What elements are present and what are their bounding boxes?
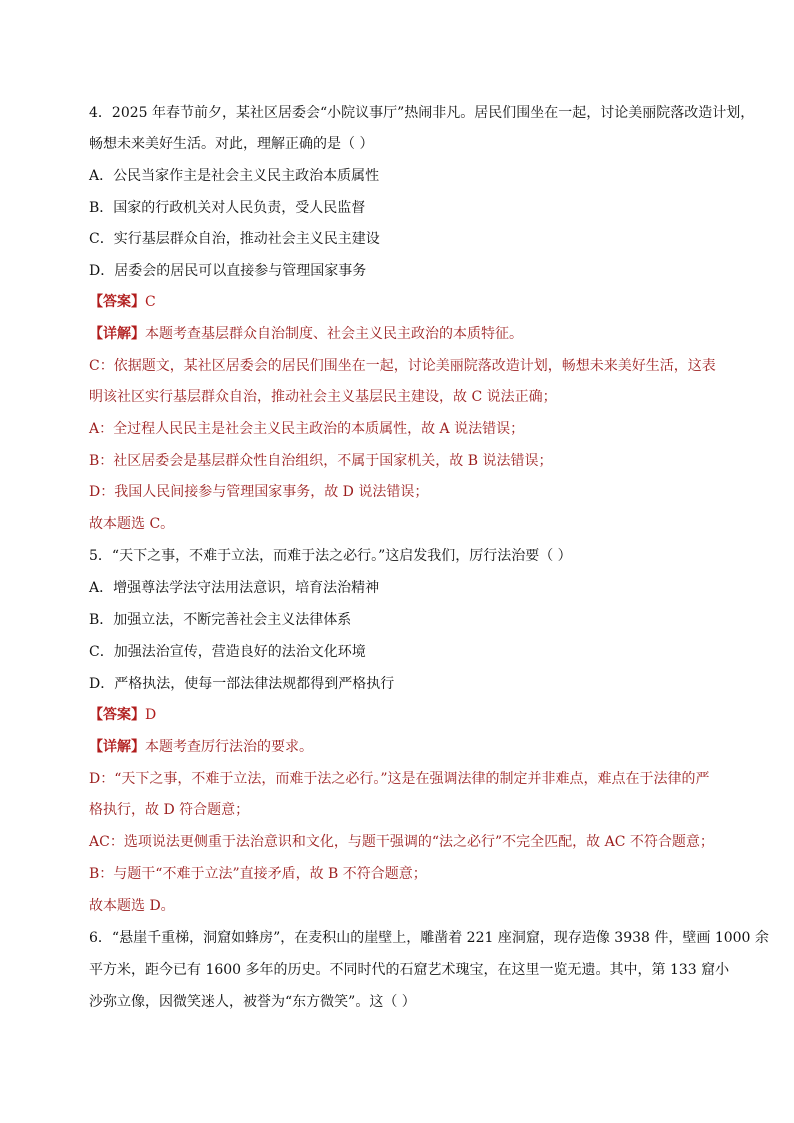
q4-option-a: A．公民当家作主是社会主义民主政治本质属性: [89, 168, 380, 184]
q5-analysis-line-2: 格执行，故 D 符合题意；: [89, 802, 250, 818]
q6-stem-line-1: 6．“悬崖千重梯，洞窟如蜂房”，在麦积山的崖壁上，雕凿着 221 座洞窟，现存造像 3938 件，壁画 1000 余: [89, 930, 769, 946]
detail-intro: 本题考查基层群众自治制度、社会主义民主政治的本质特征。: [145, 326, 523, 342]
q4-conclusion: 故本题选 C。: [89, 516, 175, 532]
q5-option-d: D．严格执法，使每一部法律法规都得到严格执行: [89, 676, 395, 692]
q4-analysis-line-1: C：依据题文，某社区居委会的居民们围坐在一起，讨论美丽院落改造计划，畅想未来美好生活，这表: [89, 358, 716, 374]
q4-detail: [89, 324, 523, 344]
q5-analysis-line-4: B：与题干“不难于立法”直接矛盾，故 B 不符合题意；: [89, 866, 427, 882]
q5-answer: [89, 705, 156, 725]
q4-analysis-line-3: A：全过程人民民主是社会主义民主政治的本质属性，故 A 说法错误；: [89, 421, 525, 437]
detail-label: 【详解】: [89, 739, 145, 755]
q5-analysis-line-1: D：“天下之事，不难于立法，而难于法之必行。”这是在强调法律的制定并非难点，难点在于法律的严: [89, 771, 710, 787]
q4-analysis-line-5: D：我国人民间接参与管理国家事务，故 D 说法错误；: [89, 484, 429, 500]
q4-answer: [89, 292, 156, 312]
answer-label: 【答案】: [89, 294, 145, 310]
q5-option-c: C．加强法治宣传，营造良好的法治文化环境: [89, 644, 366, 660]
q5-stem-line-1: 5．“天下之事，不难于立法，而难于法之必行。”这启发我们，厉行法治要（ ）: [89, 548, 572, 564]
q4-option-b: B．国家的行政机关对人民负责，受人民监督: [89, 200, 366, 216]
q4-stem-line-2: 畅想未来美好生活。对此，理解正确的是（ ）: [89, 136, 374, 152]
answer-label: 【答案】: [89, 707, 145, 723]
q6-stem-line-2: 平方米，距今已有 1600 多年的历史。不同时代的石窟艺术瑰宝，在这里一览无遗。其中，第 133 窟小: [89, 962, 730, 978]
q4-analysis-line-2: 明该社区实行基层群众自治，推动社会主义基层民主建设，故 C 说法正确；: [89, 389, 557, 405]
answer-value: D: [145, 707, 157, 723]
q5-detail: [89, 737, 313, 757]
q4-stem-line-1: 4．2025 年春节前夕，某社区居委会“小院议事厅”热闹非凡。居民们围坐在一起，讨论美丽院落改造计划，: [89, 105, 755, 121]
detail-intro: 本题考查厉行法治的要求。: [145, 739, 313, 755]
detail-label: 【详解】: [89, 326, 145, 342]
q5-option-a: A．增强尊法学法守法用法意识，培育法治精神: [89, 580, 380, 596]
q5-analysis-line-3: AC：选项说法更侧重于法治意识和文化，与题干强调的“法之必行”不完全匹配，故 AC 不符合题意；: [89, 834, 714, 850]
q5-conclusion: 故本题选 D。: [89, 898, 175, 914]
q6-stem-line-3: 沙弥立像，因微笑迷人，被誉为“东方微笑”。这（ ）: [89, 994, 416, 1010]
q4-option-d: D．居委会的居民可以直接参与管理国家事务: [89, 263, 367, 279]
q4-option-c: C．实行基层群众自治，推动社会主义民主建设: [89, 231, 380, 247]
answer-value: C: [145, 294, 156, 310]
q4-analysis-line-4: B：社区居委会是基层群众性自治组织，不属于国家机关，故 B 说法错误；: [89, 453, 553, 469]
q5-option-b: B．加强立法，不断完善社会主义法律体系: [89, 612, 352, 628]
